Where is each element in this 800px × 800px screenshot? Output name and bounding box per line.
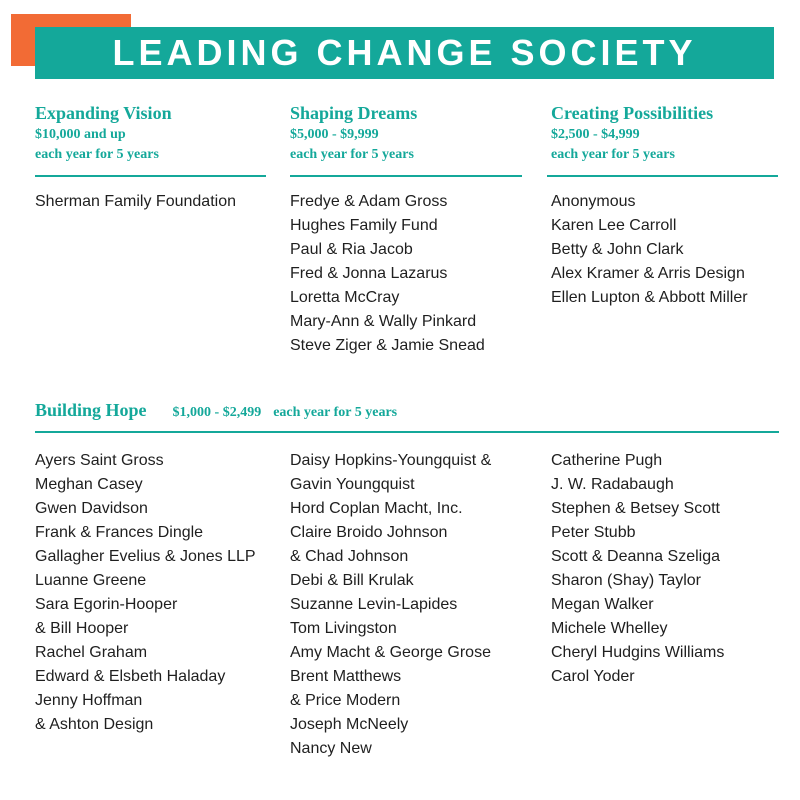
list-item: Sherman Family Foundation	[35, 193, 236, 210]
list-item: Nancy New	[290, 740, 372, 757]
list-item: Luanne Greene	[35, 572, 147, 589]
donor-list-building-hope-col-1	[35, 449, 256, 737]
tier-name: Building Hope	[35, 400, 147, 420]
list-item: Gallagher Evelius & Jones LLP	[35, 548, 256, 565]
list-item: Ellen Lupton & Abbott Miller	[551, 289, 748, 306]
tier-range: $5,000 - $9,999	[290, 127, 379, 142]
tier-frequency: each year for 5 years	[273, 405, 398, 420]
list-item: Fred & Jonna Lazarus	[290, 265, 448, 282]
list-item: Karen Lee Carroll	[551, 217, 677, 234]
list-item: J. W. Radabaugh	[551, 476, 674, 493]
tier-name: Expanding Vision	[35, 103, 172, 123]
list-item: Tom Livingston	[290, 620, 397, 637]
tier-building-hope	[35, 400, 397, 421]
donor-list-building-hope-col-2	[290, 449, 491, 761]
list-item: Carol Yoder	[551, 668, 635, 685]
list-item: Mary-Ann & Wally Pinkard	[290, 313, 477, 330]
list-item: Paul & Ria Jacob	[290, 241, 413, 258]
tier-divider	[547, 175, 778, 177]
list-item: Sara Egorin-Hooper	[35, 596, 178, 613]
list-item: & Chad Johnson	[290, 548, 409, 565]
list-item: Claire Broido Johnson	[290, 524, 448, 541]
tier-name: Shaping Dreams	[290, 103, 418, 123]
tier-range: $1,000 - $2,499	[172, 405, 262, 420]
list-item: Steve Ziger & Jamie Snead	[290, 337, 485, 354]
list-item: Ayers Saint Gross	[35, 452, 164, 469]
tier-expanding-vision	[35, 101, 172, 165]
tier-shaping-dreams	[290, 101, 417, 165]
donor-list-creating-possibilities	[551, 190, 748, 310]
list-item: Catherine Pugh	[551, 452, 663, 469]
tier-divider	[35, 175, 266, 177]
tier-name: Creating Possibilities	[551, 103, 714, 123]
list-item: Hughes Family Fund	[290, 217, 438, 234]
list-item: Michele Whelley	[551, 620, 668, 637]
list-item: Suzanne Levin-Lapides	[290, 596, 458, 613]
list-item: Brent Matthews	[290, 668, 402, 685]
list-item: & Ashton Design	[35, 716, 154, 733]
donor-list-building-hope-col-3	[551, 449, 724, 689]
tier-frequency: each year for 5 years	[35, 147, 159, 162]
list-item: Gavin Youngquist	[290, 476, 415, 493]
list-item: Betty & John Clark	[551, 241, 684, 258]
list-item: Loretta McCray	[290, 289, 400, 306]
list-item: & Bill Hooper	[35, 620, 129, 637]
list-item: Megan Walker	[551, 596, 654, 613]
list-item: Stephen & Betsey Scott	[551, 500, 720, 517]
tier-divider	[290, 175, 522, 177]
list-item: Gwen Davidson	[35, 500, 148, 517]
donor-list-shaping-dreams	[290, 190, 485, 358]
list-item: Edward & Elsbeth Haladay	[35, 668, 226, 685]
list-item: Cheryl Hudgins Williams	[551, 644, 725, 661]
list-item: Alex Kramer & Arris Design	[551, 265, 745, 282]
list-item: Joseph McNeely	[290, 716, 409, 733]
tier-range: $10,000 and up	[35, 127, 126, 142]
list-item: Scott & Deanna Szeliga	[551, 548, 720, 565]
tier-creating-possibilities	[551, 101, 713, 165]
list-item: Jenny Hoffman	[35, 692, 143, 709]
tier-frequency: each year for 5 years	[290, 147, 414, 162]
list-item: Frank & Frances Dingle	[35, 524, 204, 541]
tier-range: $2,500 - $4,999	[551, 127, 640, 142]
donor-list-expanding-vision	[35, 190, 236, 214]
tier-divider	[35, 431, 779, 433]
list-item: Sharon (Shay) Taylor	[551, 572, 701, 589]
list-item: Peter Stubb	[551, 524, 636, 541]
list-item: Meghan Casey	[35, 476, 143, 493]
list-item: Amy Macht & George Grose	[290, 644, 491, 661]
list-item: Fredye & Adam Gross	[290, 193, 448, 210]
list-item: Anonymous	[551, 193, 636, 210]
list-item: Debi & Bill Krulak	[290, 572, 414, 589]
list-item: Daisy Hopkins-Youngquist &	[290, 452, 492, 469]
list-item: Hord Coplan Macht, Inc.	[290, 500, 463, 517]
list-item: Rachel Graham	[35, 644, 148, 661]
tier-frequency: each year for 5 years	[551, 147, 675, 162]
title-banner	[35, 27, 774, 79]
page-title: LEADING CHANGE SOCIETY	[112, 32, 697, 73]
list-item: & Price Modern	[290, 692, 401, 709]
